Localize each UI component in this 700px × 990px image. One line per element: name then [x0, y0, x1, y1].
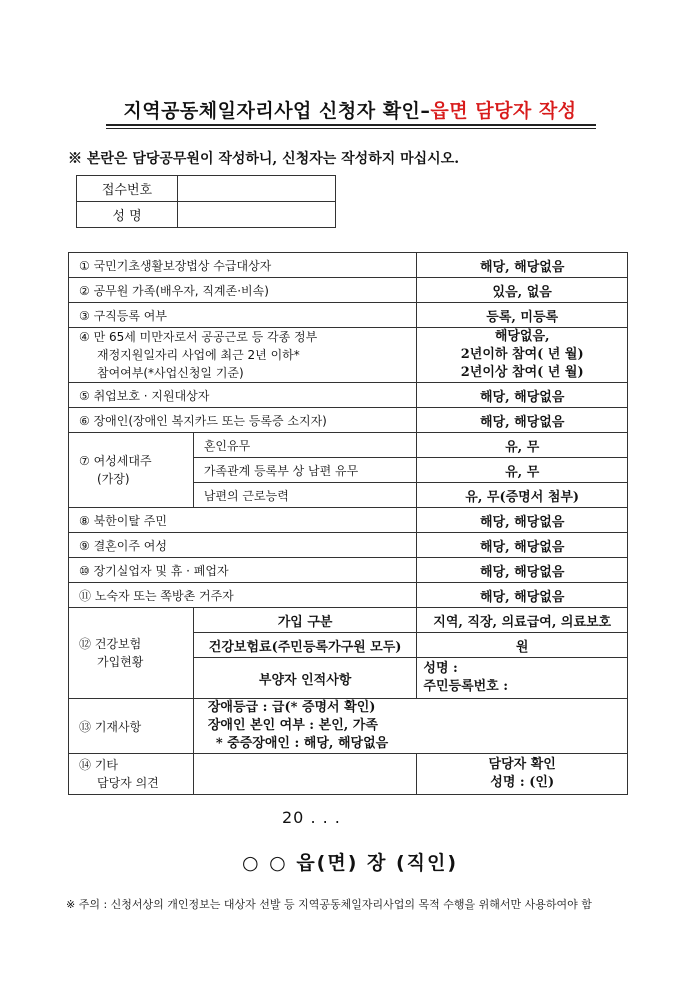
row-answer[interactable]: 해당, 해당없음 [417, 508, 628, 533]
row-answer[interactable]: 원 [417, 633, 628, 658]
row-label: ⑧ 북한이탈 주민 [69, 508, 417, 533]
row-label [69, 608, 194, 699]
row-answer[interactable]: 유, 무 [417, 458, 628, 483]
answer-line: * 중증장애인 : 해당, 해당없음 [215, 736, 389, 751]
table-row [69, 558, 628, 583]
answer-line: 성명 : (인) [490, 775, 555, 790]
table-row [69, 433, 628, 458]
answer-line: 장애인 본인 여부 : 본인, 가족 [207, 718, 378, 733]
row-answer[interactable]: 해당, 해당없음 [417, 533, 628, 558]
answer-line: 담당자 확인 [488, 757, 556, 772]
row-label: ⑩ 장기실업자 및 휴 · 폐업자 [69, 558, 417, 583]
row-answer[interactable]: 해당, 해당없음 [417, 558, 628, 583]
row-label [69, 754, 194, 795]
row-answer[interactable]: 해당, 해당없음 [417, 408, 628, 433]
receipt-name-label: 성 명 [77, 202, 178, 228]
title-main: 지역공동체일자리사업 신청자 확인– [123, 100, 431, 122]
sub-label: 건강보험료(주민등록가구원 모두) [193, 633, 417, 658]
answer-line: 장애등급 : 급(* 증명서 확인) [207, 700, 376, 715]
row-answer[interactable]: 해당, 해당없음 [417, 253, 628, 278]
table-row [69, 533, 628, 558]
seal-line: ○ ○ 읍(면) 장 (직인) [241, 852, 459, 874]
receipt-table [76, 175, 336, 228]
row-answer[interactable]: 등록, 미등록 [417, 303, 628, 328]
label-line: ⑭ 기타 [79, 758, 118, 772]
row-label [69, 328, 417, 383]
page-title [0, 96, 700, 123]
check-table [68, 252, 628, 795]
row-label: ① 국민기초생활보장법상 수급대상자 [69, 253, 417, 278]
table-row [69, 754, 628, 795]
answer-line: 해당없음, [494, 329, 550, 344]
sub-label: 가입 구분 [193, 608, 417, 633]
title-highlight: 읍면 담당자 작성 [430, 100, 577, 122]
row-answer[interactable]: 있음, 없음 [417, 278, 628, 303]
row-label: ⑪ 노숙자 또는 쪽방촌 거주자 [69, 583, 417, 608]
label-line: ⑫ 건강보험 [79, 637, 142, 651]
sub-label: 혼인유무 [193, 433, 417, 458]
row-answer[interactable] [193, 699, 627, 754]
table-row [69, 303, 628, 328]
row-label: ⑬ 기재사항 [69, 699, 194, 754]
receipt-name-field[interactable] [178, 202, 336, 228]
row-answer[interactable] [417, 328, 628, 383]
table-row [69, 508, 628, 533]
table-row [69, 608, 628, 633]
receipt-number-field[interactable] [178, 176, 336, 202]
answer-line: 2년이하 참여( 년 월) [460, 347, 584, 362]
row-answer[interactable]: 해당, 해당없음 [417, 383, 628, 408]
footnote: ※ 주의 : 신청서상의 개인정보는 대상자 선발 등 지역공동체일자리사업의 목적 수행을 위해서만 사용하여야 함 [66, 898, 592, 911]
row-answer[interactable] [417, 658, 628, 699]
sub-label: 부양자 인적사항 [193, 658, 417, 699]
table-row [69, 328, 628, 383]
opinion-field[interactable] [193, 754, 417, 795]
title-underline [106, 124, 596, 126]
table-row [69, 278, 628, 303]
title-underline-thin [106, 128, 596, 129]
row-answer[interactable]: 지역, 직장, 의료급여, 의료보호 [417, 608, 628, 633]
table-row [69, 408, 628, 433]
notice-text: ※ 본란은 담당공무원이 작성하니, 신청자는 작성하지 마십시오. [68, 151, 460, 167]
answer-line: 주민등록번호 : [423, 679, 509, 694]
row-answer[interactable]: 해당, 해당없음 [417, 583, 628, 608]
sub-label: 가족관계 등록부 상 남편 유무 [193, 458, 417, 483]
label-line: 재정지원일자리 사업에 최근 2년 이하* [97, 348, 300, 362]
label-line: ⑦ 여성세대주 [79, 454, 152, 468]
row-label: ⑨ 결혼이주 여성 [69, 533, 417, 558]
row-label: ⑤ 취업보호 · 지원대상자 [69, 383, 417, 408]
table-row [69, 383, 628, 408]
label-line: (가장) [97, 472, 130, 486]
label-line: ④ 만 65세 미만자로서 공공근로 등 각종 정부 [79, 330, 318, 344]
label-line: 담당자 의견 [97, 776, 159, 790]
label-line: 가입현황 [97, 655, 144, 669]
answer-line: 2년이상 참여( 년 월) [460, 365, 584, 380]
table-row [69, 699, 628, 754]
answer-line: 성명 : [423, 661, 458, 676]
row-answer[interactable]: 유, 무 [417, 433, 628, 458]
confirm-cell[interactable] [417, 754, 628, 795]
row-answer[interactable]: 유, 무(증명서 첨부) [417, 483, 628, 508]
sub-label: 남편의 근로능력 [193, 483, 417, 508]
row-label: ③ 구직등록 여부 [69, 303, 417, 328]
table-row [69, 583, 628, 608]
row-label: ② 공무원 가족(배우자, 직계존·비속) [69, 278, 417, 303]
table-row [69, 253, 628, 278]
receipt-number-label: 접수번호 [77, 176, 178, 202]
row-label [69, 433, 194, 508]
row-label: ⑥ 장애인(장애인 복지카드 또는 등록증 소지자) [69, 408, 417, 433]
date-line: 20 . . . [282, 808, 341, 827]
label-line: 참여여부(*사업신청일 기준) [97, 366, 244, 380]
